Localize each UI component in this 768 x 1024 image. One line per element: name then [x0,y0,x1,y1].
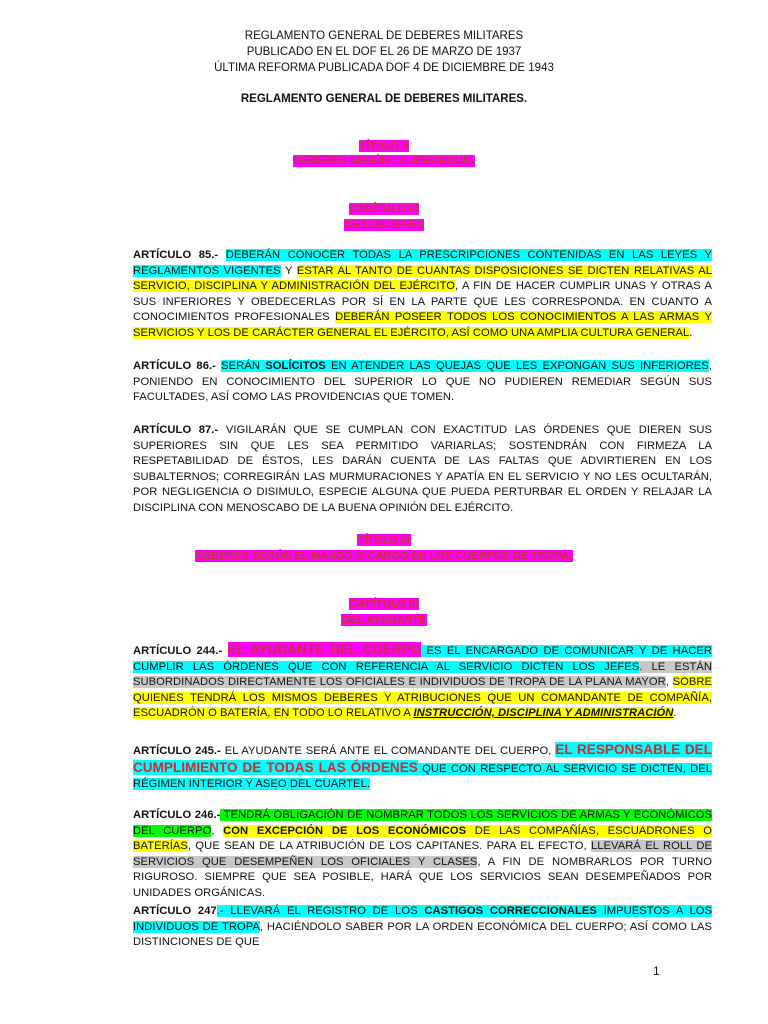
doc-published: PUBLICADO EN EL DOF EL 26 DE MARZO DE 1937 [246,46,522,58]
articulo-244: ARTÍCULO 244.- EL AYUDANTE DEL CUERPO ES EL ENCARGADO DE COMUNICAR Y DE HACER CUMPLIR LAS ÓRDENES QUE CON REFERENCIA AL SERVICIO DICTEN LOS JEFES. LE ESTÁN SUBORDINADOS DIRECTAMENTE LOS OFICIALES E INDIVIDUOS DE TROPA DE LA PLANA MAYOR, SOBRE QUIENES TENDRÁ LOS MISMOS DEBERES Y ATRIBUCIONES QUE UN COMANDANTE DE COMPAÑÍA, ESCUADRÓN O BATERÍA, EN TODO LO RELATIVO A INSTRUCCIÓN, DISCIPLINA Y ADMINISTRACIÓN. [133,642,712,719]
titulo-iii: TÍTULO III [358,534,410,546]
articulo-246: ARTÍCULO 246.- TENDRÁ OBLIGACIÓN DE NOMBRAR TODOS LOS SERVICIOS DE ARMAS Y ECONÓMICOS DEL CUERPO, CON EXCEPCIÓN DE LOS ECONÓMICOS DE LAS COMPAÑÍAS, ESCUADRONES O BATERÍAS, QUE SEAN DE LA ATRIBUCIÓN DE LOS CAPITANES. PARA EL EFECTO, LLEVARÁ EL ROLL DE SERVICIOS QUE DESEMPEÑEN LOS OFICIALES Y CLASES, A FIN DE NOMBRARLOS POR TURNO RIGUROSO. SIEMPRE QUE SEA POSIBLE, HARÁ QUE LOS SERVICIOS SEAN DESEMPEÑADOS POR UNIDADES ORGÁNICAS. [133,809,713,899]
articulo-245: ARTÍCULO 245.- EL AYUDANTE SERÁ ANTE EL COMANDANTE DEL CUERPO, EL RESPONSABLE DEL CUMPLIMIENTO DE TODAS LAS ÓRDENES QUE CON RESPECTO AL SERVICIO SE DICTEN, DEL RÉGIMEN INTERIOR Y ASEO DEL CUARTEL. [133,742,712,790]
doc-title: REGLAMENTO GENERAL DE DEBERES MILITARES [244,30,524,42]
articulo-86: ARTÍCULO 86.- SERÁN SOLÍCITOS EN ATENDER LAS QUEJAS QUE LES EXPONGAN SUS INFERIORES, PONIENDO EN CONOCIMIENTO DEL SUPERIOR LO QUE NO PUDIEREN REMEDIAR SEGÚN SUS FACULTADES, ASÍ COMO LAS PROVIDENCIAS QUE TOMEN. [133,360,712,403]
doc-reform: ÚLTIMA REFORMA PUBLICADA DOF 4 DE DICIEMBRE DE 1943 [214,62,554,74]
articulo-87: ARTÍCULO 87.- VIGILARÁN QUE SE CUMPLAN CON EXACTITUD LAS ÓRDENES QUE DIEREN SUS SUPERIORES SIN QUE LES SEA PERMITIDO VARIARLAS; SOSTENDRÁN CON FIRMEZA LA RESPETABILIDAD DE ÉSTOS, LES DARÁN CUENTA DE LAS FALTAS QUE ADVIRTIEREN EN LOS SUBALTERNOS; CORREGIRÁN LAS MURMURACIONES Y APATÍA EN EL SERVICIO Y NO LES OCULTARÁN, POR NEGLIGENCIA O DISIMULO, ESPECIE ALGUNA QUE PUEDA PERTURBAR EL ORDEN Y RELAJAR LA DISCIPLINA CON MENOSCABO DE LA BUENA OPINIÓN DEL EJÉRCITO. [133,424,712,514]
titulo-ii: TÍTULO II [359,140,409,152]
page-number: 1 [653,964,660,978]
capitulo-iii-ayudante: CAPÍTULO III [349,598,419,610]
titulo-iii-subtitle: DEBERES SEGÚN EL MANDO O CARGO EN LOS CUERPOS DE TROPA. [195,550,573,562]
doc-subtitle: REGLAMENTO GENERAL DE DEBERES MILITARES. [240,93,528,105]
titulo-ii-subtitle: DEBERES SEGÚN LA JERARQUIA [293,155,475,167]
articulo-85: ARTÍCULO 85.- DEBERÁN CONOCER TODAS LA PRESCRIPCIONES CONTENIDAS EN LAS LEYES Y REGLAMENTOS VIGENTES Y ESTAR AL TANTO DE CUANTAS DISPOSICIONES SE DICTEN RELATIVAS AL SERVICIO, DISCIPLINA Y ADMINISTRACIÓN DEL EJÉRCITO, A FIN DE HACER CUMPLIR UNAS Y OTRAS A SUS INFERIORES Y OBEDECERLAS POR SÍ EN LA PARTE QUE LES CORRESPONDA. EN CUANTO A CONOCIMIENTOS PROFESIONALES DEBERÁN POSEER TODOS LOS CONOCIMIENTOS A LAS ARMAS Y SERVICIOS Y LOS DE CARÁCTER GENERAL EL EJÉRCITO, ASÍ COMO UNA AMPLIA CULTURA GENERAL. [133,249,712,339]
capitulo-iii-jefes-subtitle: DE LOS JEFES [344,219,424,231]
capitulo-iii-jefes: CAPÍTULO III [349,203,419,215]
capitulo-iii-ayudante-subtitle: DEL AYUDANTE [341,614,427,626]
articulo-247: ARTÍCULO 247.- LLEVARÁ EL REGISTRO DE LOS CASTIGOS CORRECCIONALES IMPUESTOS A LOS INDIVIDUOS DE TROPA, HACIÉNDOLO SABER POR LA ORDEN ECONÓMICA DEL CUERPO; ASÍ COMO LAS DISTINCIONES DE QUE [133,905,712,948]
